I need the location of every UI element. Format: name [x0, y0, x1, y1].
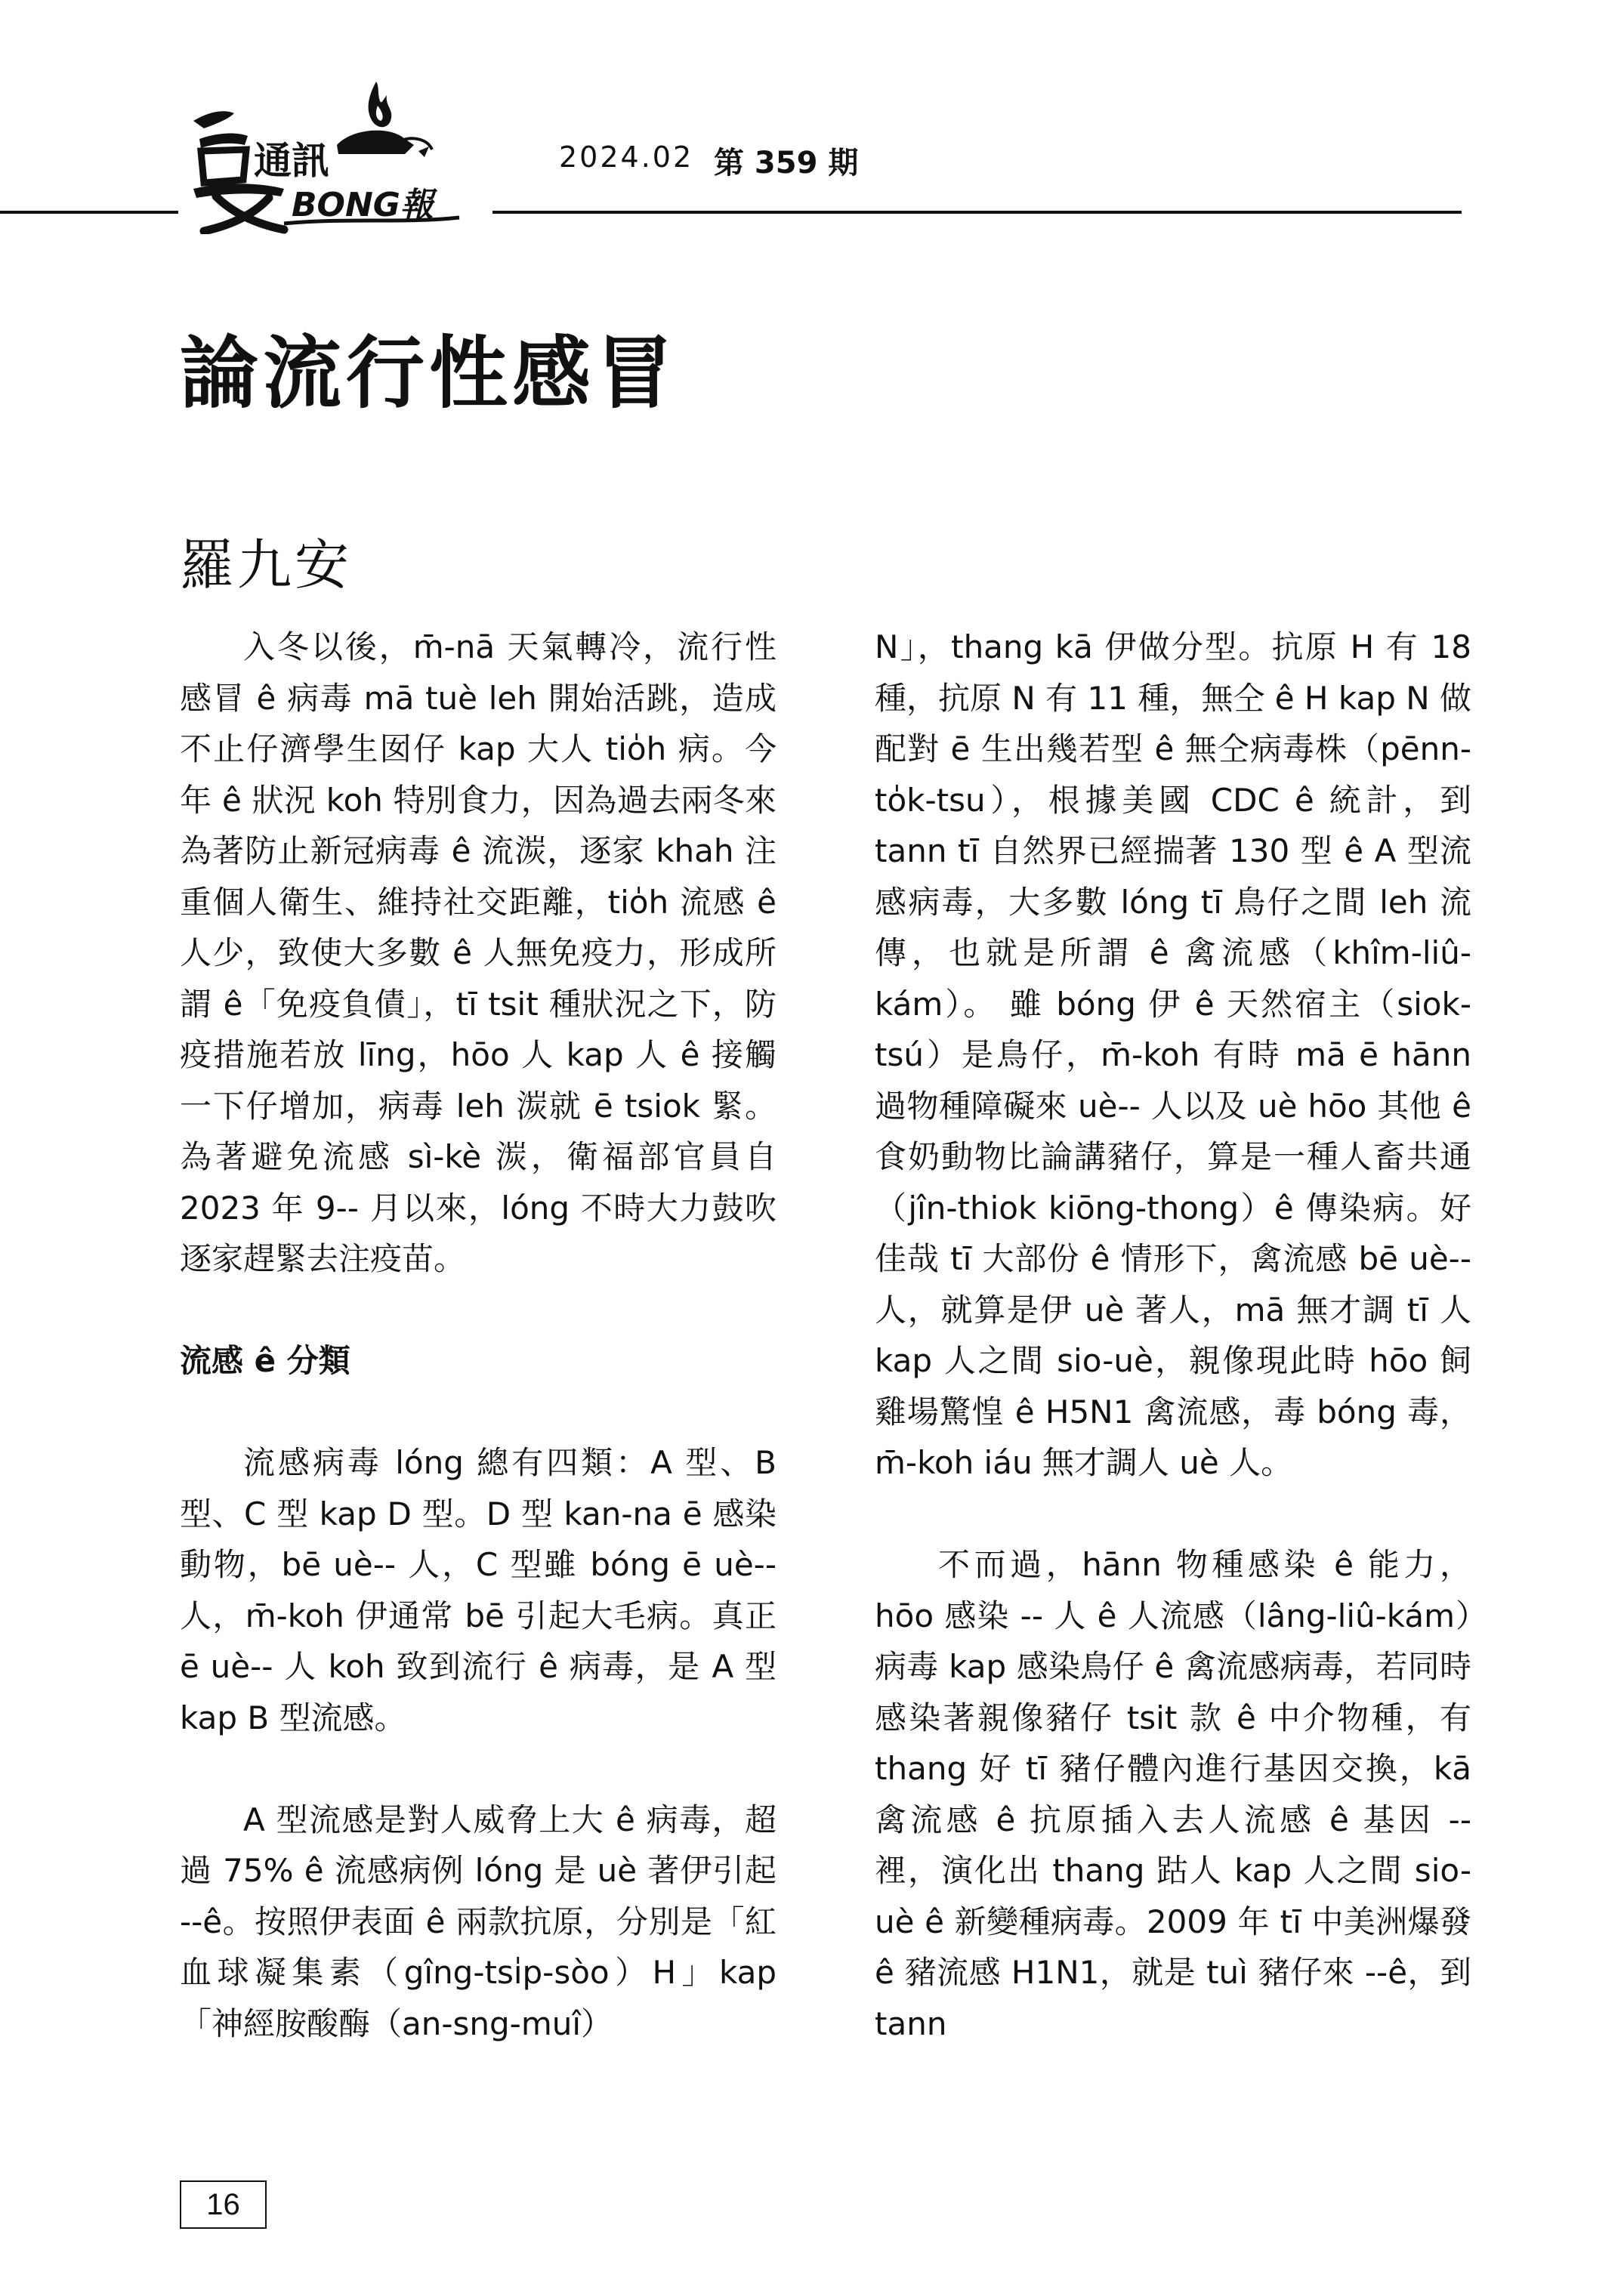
left-column: [180, 622, 776, 2049]
article-author: 羅九安: [180, 533, 353, 597]
paragraph: A 型流感是對人威脅上大 ê 病毒，超過 75% ê 流感病例 lóng 是 uè 著伊引起 --ê。按照伊表面 ê 兩款抗原，分別是「紅血球凝集素（gîng-tsi̍p-sòo）H」kap「神經胺酸酶（an-sng-muî）: [180, 1801, 776, 2042]
article-title: 論流行性感冒: [180, 327, 679, 419]
paragraph-continued: N」，thang kā 伊做分型。抗原 H 有 18 種，抗原 N 有 11 種，無仝 ê H kap N 做配對 ē 生出幾若型 ê 無仝病毒株（pēnn-to̍k-tsu），根據美國 CDC ê 統計，到 tann tī 自然界已經揣著 130 型 ê A 型流感病毒，大多數 lóng tī 鳥仔之間 leh 流傳，也就是所謂 ê 禽流感（khîm-liû-kám）。 雖 bóng 伊 ê 天然宿主（siok-tsú）是鳥仔，m̄-koh 有時 mā ē hānn 過物種障礙來 uè-- 人以及 uè hōo 其他 ê 食奶動物比論講豬仔，算是一種人畜共通（jîn-thiok kiōng-thong）ê 傳染病。好佳哉 tī 大部份 ê 情形下，禽流感 bē uè-- 人，就算是伊 uè 著人，mā 無才調 tī 人 kap 人之間 sio-uè，親像現此時 hōo 飼雞場驚惶 ê H5N1 禽流感，毒 bóng 毒，m̄-koh iáu 無才調人 uè 人。: [875, 628, 1471, 1481]
section-subheading: 流感 ê 分類: [180, 1342, 350, 1379]
header-rule-left: [0, 211, 178, 214]
issue-date: 2024.02: [559, 140, 694, 174]
paragraph: 流感病毒 lóng 總有四類：A 型、B 型、C 型 kap D 型。D 型 kan-na ē 感染動物，bē uè-- 人，C 型雖 bóng ē uè-- 人，m̄-koh 伊通常 bē 引起大毛病。真正 ē uè-- 人 koh 致到流行 ê 病毒，是 A 型 kap B 型流感。: [180, 1444, 776, 1736]
svg-text:通訊: 通訊: [254, 139, 329, 183]
paragraph: 不而過，hānn 物種感染 ê 能力，hōo 感染 -- 人 ê 人流感（lâng-liû-kám）病毒 kap 感染鳥仔 ê 禽流感病毒，若同時感染著親像豬仔 tsit 款 ê 中介物種，有 thang 好 tī 豬仔體內進行基因交換，kā 禽流感 ê 抗原插入去人流感 ê 基因 -- 裡，演化出 thang 跍人 kap 人之間 sio-uè ê 新變種病毒。2009 年 tī 中美洲爆發 ê 豬流感 H1N1，就是 tuì 豬仔來 --ê，到 tann: [875, 1546, 1471, 2042]
page-number: 16: [180, 2180, 267, 2229]
right-column: [875, 622, 1471, 2049]
header-rule-right: [492, 211, 1462, 214]
paragraph: 入冬以後，m̄-nā 天氣轉冷，流行性感冒 ê 病毒 mā tuè leh 開始活跳，造成不止仔濟學生囡仔 kap 大人 tio̍h 病。今年 ê 狀況 koh 特別食力，因為過去兩冬來為著防止新冠病毒 ê 流湠，逐家 khah 注重個人衛生、維持社交距離，tio̍h 流感 ê 人少，致使大多數 ê 人無免疫力，形成所謂 ê「免疫負債」，tī tsit 種狀況之下，防疫措施若放 līng，hōo 人 kap 人 ê 接觸一下仔增加，病毒 leh 湠就 ē tsiok 緊。為著避免流感 sì-kè 湠，衛福部官員自 2023 年 9-- 月以來，lóng 不時大力鼓吹逐家趕緊去注疫苗。: [180, 628, 776, 1277]
issue-number: 第 359 期: [714, 146, 859, 181]
logo-text-sub: BONG報: [292, 186, 434, 224]
magazine-logo: [178, 76, 480, 234]
